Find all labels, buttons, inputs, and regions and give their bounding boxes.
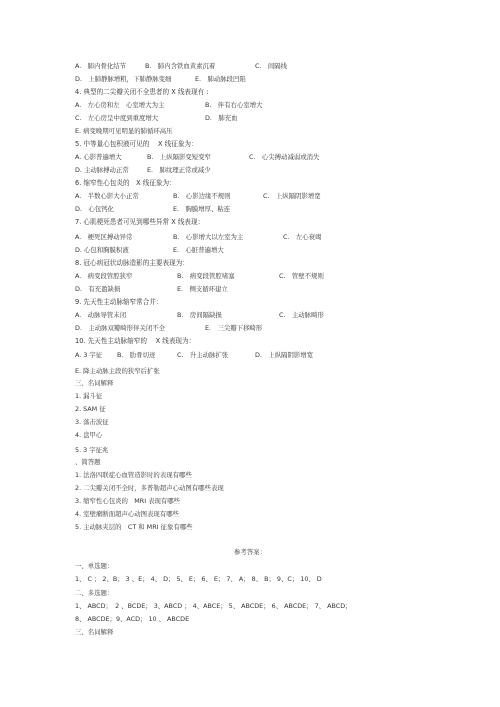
- option-c: C. 上纵隔阴影增宽: [263, 192, 321, 200]
- q5-stem: 5. 中等量心包积液可见的 X 线征象为：: [75, 140, 198, 148]
- q9-options-row1: [75, 311, 480, 320]
- option-b: B. 上纵隔影变短变窄: [147, 153, 211, 161]
- option-c: C. 升主动脉扩张: [177, 351, 229, 359]
- answers-terms-title: 三、名词解释: [75, 628, 114, 636]
- option-d: D. 上纵隔阴影增宽: [255, 351, 314, 359]
- answers-multi-line1: 1、 ABCD； 2 、BCDE； 3、ABCD ； 4、ABCE； 5、 ABCDE； 6、 ABCDE； 7、 ABCD；: [75, 602, 352, 610]
- option-b: B. 肺内含铁血黄素沉着: [145, 62, 216, 70]
- q6-stem: 6. 缩窄性心包炎的 X 线征象为：: [75, 179, 176, 187]
- q8-options-row2: [75, 285, 480, 294]
- answers-single-title: 一、单选题：: [75, 562, 114, 570]
- q6-options-row1: [75, 192, 480, 201]
- option-d: D. 心包钙化: [75, 205, 114, 213]
- q4-options-row2: [75, 114, 480, 123]
- option-d: D. 有充盈缺损: [75, 285, 121, 293]
- option-b: B. 伴有右心室增大: [205, 101, 263, 109]
- q10-stem: 10. 先天性主动脉缩窄的 X 线表现为：: [75, 337, 196, 345]
- short-answer-item: 3. 缩窄性心包炎的 MRI 表现有哪些: [75, 497, 181, 505]
- option-b: B. 肋骨切迹: [117, 351, 156, 359]
- option-e: E. 降主动脉主段的狭窄后扩张: [75, 367, 160, 375]
- term-item: 5. 3 字征兆: [75, 446, 109, 454]
- q7-stem: 7. 心肌梗死患者可见到哪些异常 X 线表现：: [75, 218, 205, 226]
- q3-options-row2: [75, 75, 480, 84]
- option-a: A. 半数心影大小正常: [75, 192, 139, 200]
- term-item: 4. 盘甲心: [75, 431, 103, 439]
- option-b: B. 病变段管腔堵塞: [177, 272, 235, 280]
- option-a: A. 动脉导管未闭: [75, 311, 127, 319]
- section-title-short-answer: 、简答题: [75, 458, 101, 466]
- option-d: D. 主动脉双瓣畸形伴关闭不全: [75, 324, 166, 332]
- q10-options-row: [75, 351, 480, 360]
- q9-stem: 9. 先天性主动脉缩窄常合并：: [75, 298, 163, 306]
- q8-options-row1: [75, 272, 480, 281]
- q3-options-row1: [75, 62, 480, 71]
- option-c: C. 心尖搏动减弱或消失: [249, 153, 320, 161]
- option-e: E. 胸膜增厚、粘连: [173, 205, 231, 213]
- option-d: D. 心包和胸膜积液: [75, 246, 129, 254]
- section-title-terms: 三、名词解释: [75, 379, 114, 387]
- option-b: B. 心影边缘不规则: [173, 192, 231, 200]
- short-answer-item: 4. 室壁瘤断面超声心动图表现有哪些: [75, 510, 179, 518]
- option-c: C. 主动脉畸形: [279, 311, 324, 319]
- q5-options-row2: [75, 166, 480, 175]
- option-e: E. 病变晚期可见明显的肺循环高压: [75, 127, 173, 135]
- answers-multi-title: 二、多选题：: [75, 589, 114, 597]
- option-a: A. 肺内骨化结节: [75, 62, 127, 70]
- option-d: D. 肺充血: [205, 114, 238, 122]
- option-c: C. 管壁不规则: [279, 272, 324, 280]
- term-item: 1. 漏斗征: [75, 392, 103, 400]
- option-a: A. 3 字征: [75, 351, 103, 359]
- option-a: A. 梗死区搏动异常: [75, 233, 133, 241]
- short-answer-item: 1. 法洛四联症心血管造影时的表现有哪些: [75, 471, 192, 479]
- option-d: D. 主动脉搏动正常: [75, 166, 129, 174]
- option-c: C. 左心衰竭: [283, 233, 322, 241]
- option-e: E. 心脏普遍增大: [173, 246, 224, 254]
- option-e: E. 肺动脉段凹陷: [195, 75, 246, 83]
- option-b: B. 心影增大以左室为主: [173, 233, 244, 241]
- q7-options-row1: [75, 233, 480, 242]
- term-item: 3. 落击波征: [75, 418, 109, 426]
- option-a: A. 左心房和左 心室增大为主: [75, 101, 165, 109]
- q8-stem: 8. 冠心病冠状动脉造影的主要表现为：: [75, 259, 189, 267]
- option-a: A. 心影普遍增大: [75, 153, 122, 161]
- option-a: A. 病变段管腔狭窄: [75, 272, 133, 280]
- option-c: C. 左心房呈中度到重度增大: [75, 114, 159, 122]
- answers-single: 1、 C ； 2、B； 3 、E； 4、 D； 5、 E； 6、 E； 7、 A； 8、 B； 9、C； 10、 D: [75, 575, 322, 583]
- q7-options-row2: [75, 246, 480, 255]
- q5-options-row1: [75, 153, 480, 162]
- option-e: E. 肺纹理正常或减少: [147, 166, 211, 174]
- q6-options-row2: [75, 205, 480, 214]
- q4-stem: 4. 典型的二尖瓣关闭不全患者的 X 线表现有 :: [75, 88, 209, 96]
- option-b: B. 房间隔缺损: [177, 311, 222, 319]
- option-c: C. 间隔线: [255, 62, 288, 70]
- option-e: E. 三尖瓣下移畸形: [205, 324, 263, 332]
- short-answer-item: 5. 主动脉夹层的 CT 和 MRI 征象有哪些: [75, 523, 193, 531]
- q4-options-row1: [75, 101, 480, 110]
- option-e: E. 侧支循环建立: [177, 285, 228, 293]
- term-item: 2. SAM 征: [75, 405, 106, 413]
- short-answer-item: 2. 二尖瓣关闭不全时，多普勒超声心动图有哪些表现: [75, 484, 224, 492]
- option-d: D. 上肺静脉增粗，下肺静脉变细: [75, 75, 172, 83]
- answers-title: 参考答案：: [234, 548, 266, 556]
- answers-multi-line2: 8、 ABCDE；9、ACD； 10 、 ABCDE: [75, 615, 190, 623]
- q9-options-row2: [75, 324, 480, 333]
